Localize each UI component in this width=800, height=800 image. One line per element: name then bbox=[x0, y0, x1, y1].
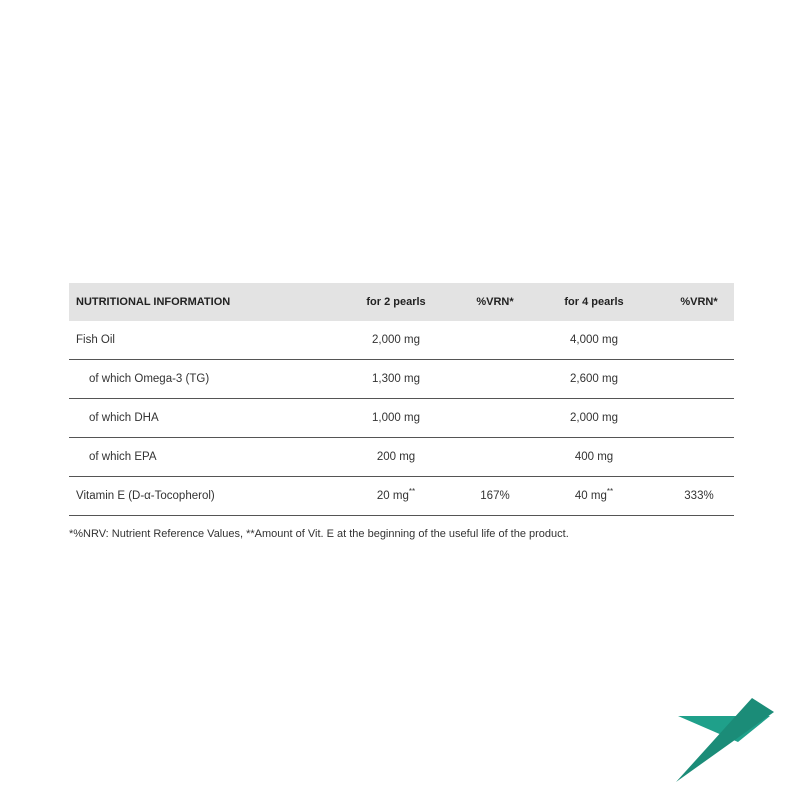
qty-value: 20 mg bbox=[376, 490, 409, 502]
row-qty-2: 1,300 mg bbox=[326, 360, 466, 399]
nutrition-table bbox=[69, 283, 734, 516]
table-row bbox=[69, 321, 734, 360]
row-name: of which DHA bbox=[69, 399, 326, 438]
row-qty-4: 4,000 mg bbox=[524, 321, 664, 360]
table-row bbox=[69, 438, 734, 477]
row-qty-4: 2,000 mg bbox=[524, 399, 664, 438]
row-qty-4 bbox=[524, 477, 664, 516]
row-vrn-2 bbox=[466, 321, 524, 360]
header-vrn-4: %VRN* bbox=[664, 283, 734, 321]
header-for-4-pearls: for 4 pearls bbox=[524, 283, 664, 321]
header-for-2-pearls: for 2 pearls bbox=[326, 283, 466, 321]
row-vrn-2 bbox=[466, 438, 524, 477]
row-name: Vitamin E (D-α-Tocopherol) bbox=[69, 477, 326, 516]
logo-lower-shape bbox=[676, 698, 774, 782]
header-vrn-2: %VRN* bbox=[466, 283, 524, 321]
row-name: Fish Oil bbox=[69, 321, 326, 360]
table-row bbox=[69, 399, 734, 438]
row-qty-2: 2,000 mg bbox=[326, 321, 466, 360]
footnote: *%NRV: Nutrient Reference Values, **Amount of Vit. E at the beginning of the useful life of the product. bbox=[69, 528, 569, 540]
qty-footnote-mark: ** bbox=[408, 487, 416, 497]
row-qty-4: 400 mg bbox=[524, 438, 664, 477]
row-qty-4: 2,600 mg bbox=[524, 360, 664, 399]
row-name: of which Omega-3 (TG) bbox=[69, 360, 326, 399]
row-vrn-2 bbox=[466, 399, 524, 438]
row-qty-2 bbox=[326, 477, 466, 516]
header-nutritional-information: NUTRITIONAL INFORMATION bbox=[69, 283, 326, 321]
row-vrn-4 bbox=[664, 399, 734, 438]
qty-footnote-mark: ** bbox=[606, 487, 614, 497]
row-name: of which EPA bbox=[69, 438, 326, 477]
row-vrn-2: 167% bbox=[466, 477, 524, 516]
table-header-row bbox=[69, 283, 734, 321]
table-row bbox=[69, 360, 734, 399]
row-vrn-4 bbox=[664, 321, 734, 360]
row-vrn-2 bbox=[466, 360, 524, 399]
row-vrn-4 bbox=[664, 360, 734, 399]
table-row bbox=[69, 477, 734, 516]
row-qty-2: 1,000 mg bbox=[326, 399, 466, 438]
row-vrn-4: 333% bbox=[664, 477, 734, 516]
row-vrn-4 bbox=[664, 438, 734, 477]
row-qty-2: 200 mg bbox=[326, 438, 466, 477]
qty-value: 40 mg bbox=[574, 490, 607, 502]
arrow-logo-icon bbox=[670, 690, 780, 790]
